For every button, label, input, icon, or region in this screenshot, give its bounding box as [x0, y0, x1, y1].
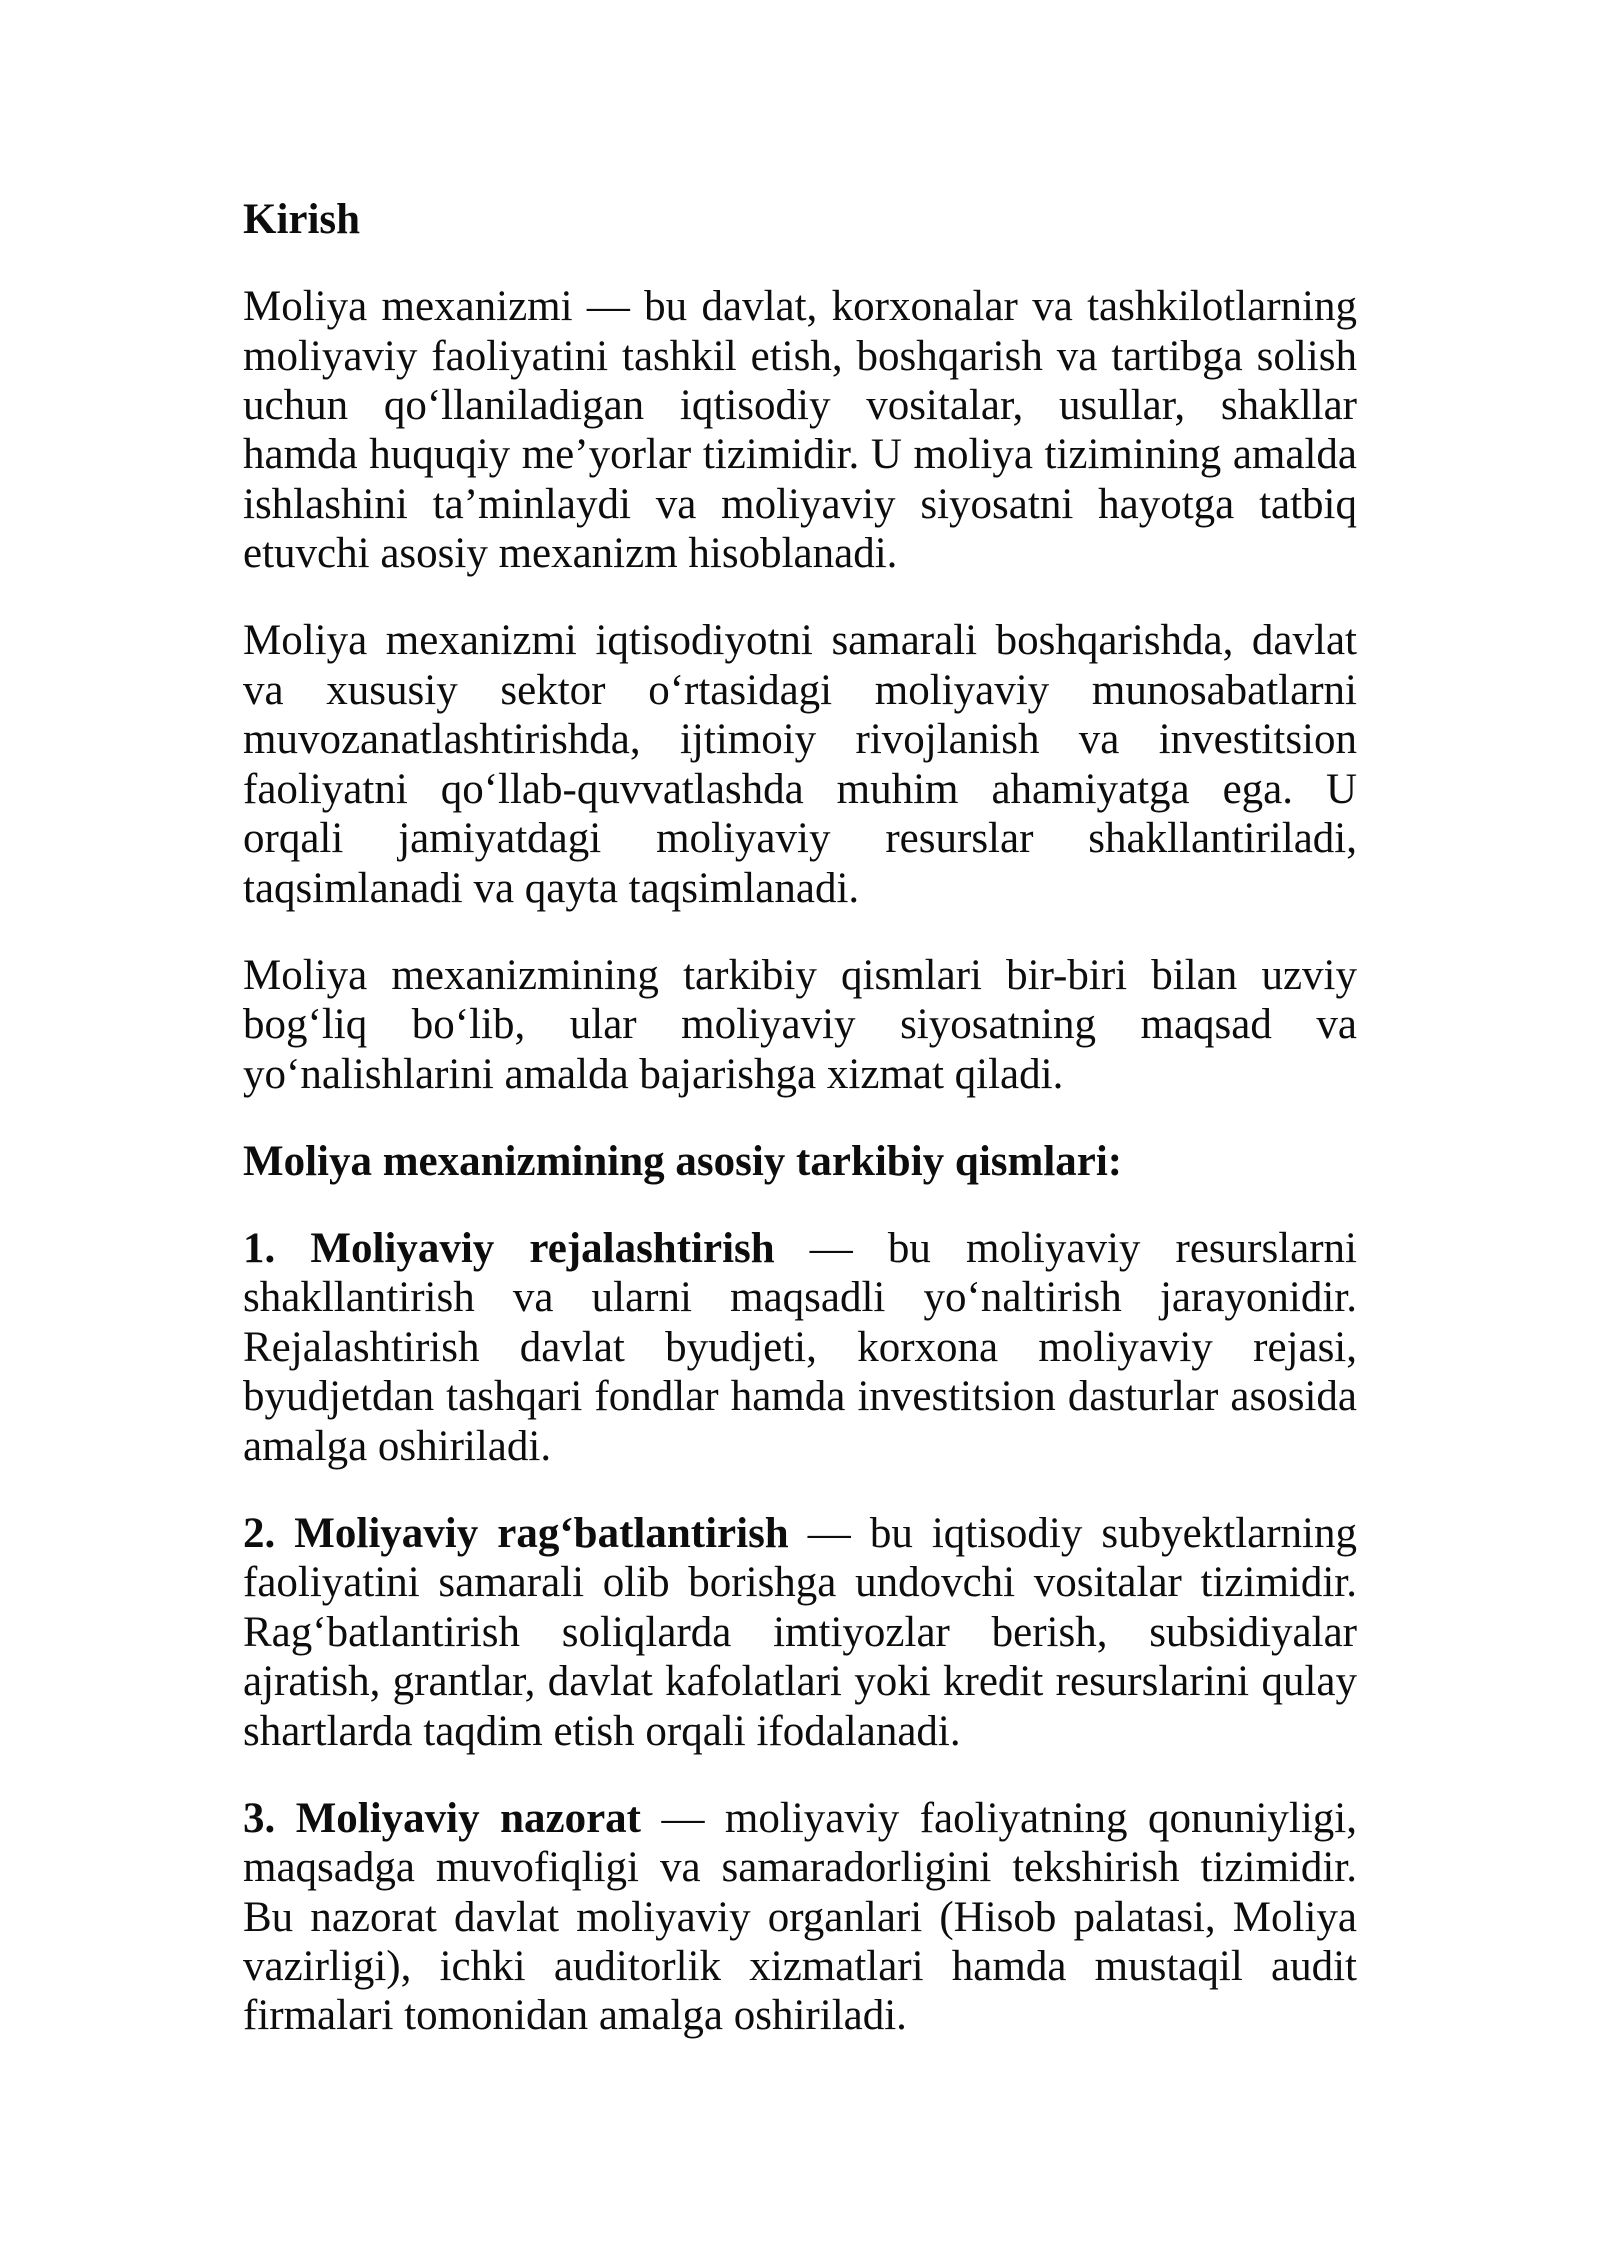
component-term: Moliyaviy rag‘batlantirish [294, 1509, 789, 1557]
component-label [243, 1795, 641, 1842]
component-label [243, 1225, 775, 1272]
intro-paragraph: Moliya mexanizmi iqtisodiyotni samarali boshqarishda, davlat va xususiy sektor o‘rtasidagi moliyaviy munosabatlarni muvozanatlashtirishda, ijtimoiy rivojlanish va investitsion faoliyatni qo‘llab-quvvatlashda muhim ahamiyatga ega. U orqali jamiyatdagi moliyaviy resurslar shakllantiriladi, taqsimlanadi va qayta taqsimlanadi. [243, 617, 1357, 912]
component-definition: — bu moliyaviy resurslarni shakllantirish va ularni maqsadli yo‘naltirish jarayonidir. Rejalashtirish davlat byudjeti, korxona moliyaviy rejasi, byudjetdan tashqari fondlar hamda investitsion dasturlar asosida amalga oshiriladi. [243, 1224, 1358, 1470]
intro-paragraph: Moliya mexanizmining tarkibiy qismlari bir-biri bilan uzviy bog‘liq bo‘lib, ular moliyaviy siyosatning maqsad va yo‘nalishlarini amalda bajarishga xizmat qiladi. [243, 951, 1357, 1098]
component-term: Moliyaviy nazorat [295, 1794, 641, 1842]
component-number: 1. [243, 1224, 276, 1272]
component-number: 2. [243, 1509, 276, 1557]
section-title: Kirish [243, 196, 361, 243]
component-item [243, 1794, 1357, 2041]
component-definition: — moliyaviy faoliyatning qonuniyligi, maqsadga muvofiqligi va samaradorligini tekshirish tizimidir. Bu nazorat davlat moliyaviy organlari (Hisob palatasi, Moliya vazirligi), ichki auditorlik xizmatlari hamda mustaqil audit firmalari tomonidan amalga oshiriladi. [243, 1794, 1357, 2040]
component-number: 3. [243, 1794, 276, 1842]
intro-paragraph: Moliya mexanizmi — bu davlat, korxonalar va tashkilotlarning moliyaviy faoliyatini tashkil etish, boshqarish va tartibga solish uchun qo‘llaniladigan iqtisodiy vositalar, usullar, shakllar hamda huquqiy me’yorlar tizimidir. U moliya tizimining amalda ishlashini ta’minlaydi va moliyaviy siyosatni hayotga tatbiq etuvchi asosiy mexanizm hisoblanadi. [243, 283, 1357, 578]
component-label [243, 1510, 789, 1557]
components-heading: Moliya mexanizmining asosiy tarkibiy qismlari: [243, 1137, 1123, 1185]
component-term: Moliyaviy rejalashtirish [310, 1224, 775, 1272]
component-item [243, 1224, 1357, 1471]
document-body [243, 195, 1357, 2041]
component-definition: — bu iqtisodiy subyektlarning faoliyatini samarali olib borishga undovchi vositalar tizimidir. Rag‘batlantirish soliqlarda imtiyozlar berish, subsidiyalar ajratish, grantlar, davlat kafolatlari yoki kredit resurslarini qulay shartlarda taqdim etish orqali ifodalanadi. [243, 1509, 1357, 1755]
component-item [243, 1509, 1357, 1756]
